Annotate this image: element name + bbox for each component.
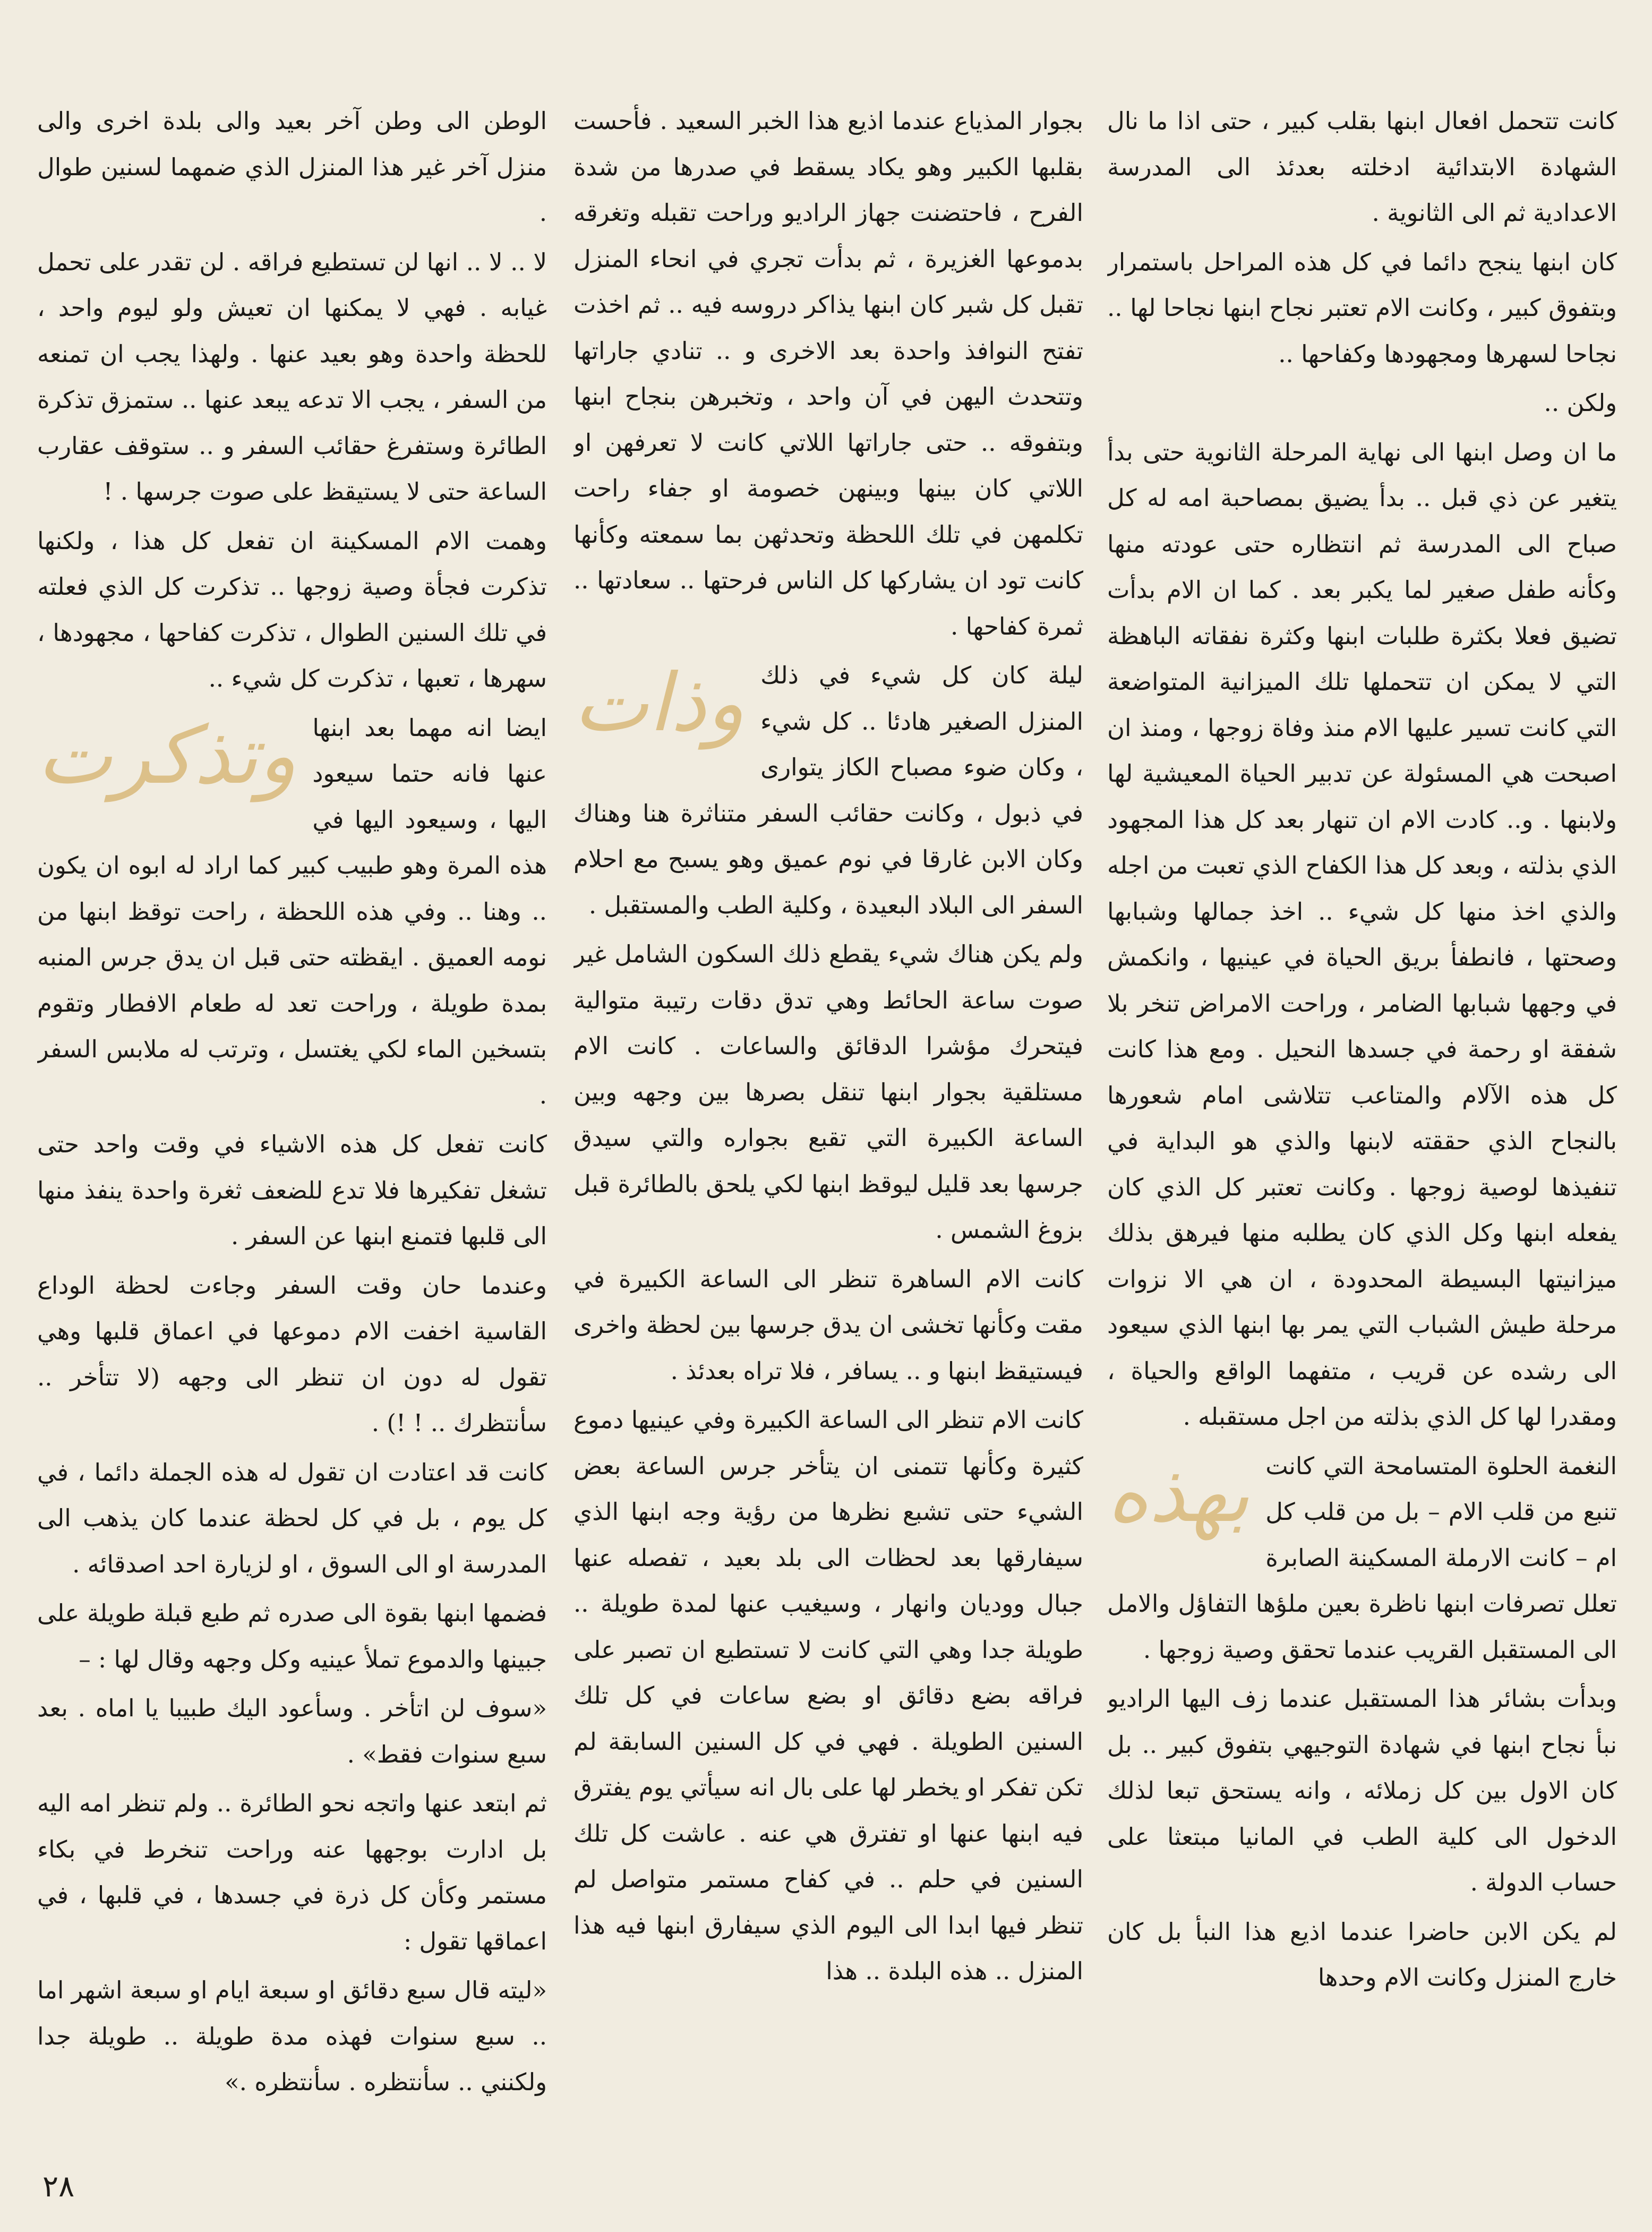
paragraph: كانت الام تنظر الى الساعة الكبيرة وفي عينيها دموع كثيرة وكأنها تتمنى ان يتأخر جرس الساعة بعض الشيء حتى تشبع نظرها من رؤية وجه ابنها الذي سيفارقها بعد لحظات الى بلد بعيد ، تفصله عنها جبال ووديان وانهار ، وسيغيب عنها لمدة طويلة .. طويلة جدا وهي التي كانت لا تستطيع ان تصبر على فراقه بضع دقائق او بضع ساعات في كل تلك السنين الطويلة . فهي في كل السنين السابقة لم تكن تفكر او يخطر لها على بال انه سيأتي يوم يفترق فيه ابنها عنها او تفترق هي عنه . عاشت كل تلك السنين في حلم .. في كفاح مستمر متواصل لم تنظر فيها ابدا الى اليوم الذي سيفارق ابنها فيه هذا المنزل .. هذه البلدة .. هذا xyxy=(574,1406,1083,1985)
paragraph: «سوف لن اتأخر . وسأعود اليك طبيبا يا اماه . بعد سبع سنوات فقط» . xyxy=(37,1694,547,1768)
paragraph xyxy=(37,705,547,1119)
paragraph-text: النغمة الحلوة المتسامحة التي كانت تنبع من قلب الام – بل من قلب كل ام – كانت الارملة المسكينة الصابرة تعلل تصرفات ابنها ناظرة بعين ملؤها التفاؤل والامل الى المستقبل القريب عندما تحقق وصية زوجها . xyxy=(1107,1451,1617,1664)
paragraph: ولكن .. xyxy=(1544,389,1617,417)
paragraph: كانت قد اعتادت ان تقول له هذه الجملة دائما ، في كل يوم ، بل في كل لحظة عندما كان يذهب الى المدرسة او الى السوق ، او لزيارة احد اصدقائه . xyxy=(37,1458,547,1578)
paragraph: «ليته قال سبع دقائق او سبعة ايام او سبعة اشهر اما .. سبع سنوات فهذه مدة طويلة .. طويلة جدا ولكنني .. سأنتظره . سأنتظره .» xyxy=(37,1976,547,2096)
paragraph: وعندما حان وقت السفر وجاءت لحظة الوداع القاسية اخفت الام دموعها في اعماق قلبها وهي تقول له دون ان تنظر الى وجهه (لا تتأخر .. سأنتظرك .. ! !) . xyxy=(37,1271,547,1437)
column-left xyxy=(37,98,547,2148)
paragraph: كان ابنها ينجح دائما في كل هذه المراحل باستمرار وبتفوق كبير ، وكانت الام تعتبر نجاح ابنها نجاحا لها .. نجاحا لسهرها ومجهودها وكفاحها .. xyxy=(1107,247,1617,368)
column-right xyxy=(1107,98,1617,2148)
paragraph: ولم يكن هناك شيء يقطع ذلك السكون الشامل غير صوت ساعة الحائط وهي تدق دقات رتيبة متوالية فيتحرك مؤشرا الدقائق والساعات . كانت الام مستلقية بجوار ابنها تنقل بصرها بين وجهه وبين الساعة الكبيرة التي تقبع بجواره والتي سيدق جرسها بعد قليل ليوقظ ابنها لكي يلحق بالطائرة قبل بزوغ الشمس . xyxy=(574,940,1083,1244)
column-middle xyxy=(574,98,1083,2148)
paragraph: كانت الام الساهرة تنظر الى الساعة الكبيرة في مقت وكأنها تخشى ان يدق جرسها بين لحظة واخرى فيستيقظ ابنها و .. يسافر ، فلا تراه بعدئذ . xyxy=(574,1264,1083,1385)
page-number: ٢٨ xyxy=(42,2169,75,2204)
paragraph: ما ان وصل ابنها الى نهاية المرحلة الثانوية حتى بدأ يتغير عن ذي قبل .. بدأ يضيق بمصاحبة امه له كل صباح الى المدرسة ثم انتظاره حتى عودته منها وكأنه طفل صغير لما يكبر بعد . كما ان الام بدأت تضيق فعلا بكثرة طلبات ابنها وكثرة نفقاته الباهظة التي لا يمكن ان تتحملها تلك الميزانية المتواضعة التي كانت تسير عليها الام منذ وفاة زوجها ، ومنذ ان اصبحت هي المسئولة عن تدبير الحياة المعيشية لها ولابنها . و.. كادت الام ان تنهار بعد كل هذا المجهود الذي بذلته ، وبعد كل هذا الكفاح الذي تعبت من اجله والذي اخذ منها كل شيء .. اخذ جمالها وشبابها وصحتها ، فانطفأ بريق الحياة في عينيها ، وانكمش في وجهها شبابها الضامر ، وراحت الامراض تنخر بلا شفقة او رحمة في جسدها النحيل . ومع هذا كانت كل هذه الآلام والمتاعب تتلاشى امام شعورها بالنجاح الذي حققته لابنها والذي هو البداية في تنفيذها لوصية زوجها . وكانت تعتبر كل الذي كان يفعله ابنها وكل الذي كان يطلبه منها فيرهق بذلك ميزانيتها البسيطة المحدودة ، ان هي الا نزوات مرحلة طيش الشباب التي يمر بها ابنها الذي سيعود الى رشده عن قريب ، متفهما الواقع والحياة ، ومقدرا لها كل الذي بذلته من اجل مستقبله . xyxy=(1107,438,1617,1431)
decorative-heading: وذات xyxy=(574,657,745,749)
decorative-heading: وتذكرت xyxy=(37,709,297,802)
paragraph: فضمها ابنها بقوة الى صدره ثم طبع قبلة طويلة على جبينها والدموع تملأ عينيه وكل وجهه وقال لها : – xyxy=(37,1599,547,1673)
paragraph-text: ليلة كان كل شيء في ذلك المنزل الصغير هادئا .. كل شيء ، وكان ضوء مصباح الكاز يتوارى في ذبول ، وكانت حقائب السفر متناثرة هنا وهناك وكان الابن غارقا في نوم عميق وهو يسبح مع احلام السفر الى البلاد البعيدة ، وكلية الطب والمستقبل . xyxy=(574,661,1083,919)
paragraph xyxy=(1107,1443,1617,1673)
paragraph-text: ايضا انه مهما بعد ابنها عنها فانه حتما سيعود اليها ، وسيعود اليها في هذه المرة وهو طبيب كبير كما اراد له ابوه ان يكون .. وهنا .. وفي هذه اللحظة ، راحت توقظ ابنها من نومه العميق . ايقظته حتى قبل ان يدق جرس المنبه بمدة طويلة ، وراحت تعد له طعام الافطار وتقوم بتسخين الماء لكي يغتسل ، وترتب له ملابس السفر . xyxy=(37,713,547,1109)
paragraph: لا .. لا .. انها لن تستطيع فراقه . لن تقدر على تحمل غيابه . فهي لا يمكنها ان تعيش ولو ليوم واحد ، للحظة واحدة وهو بعيد عنها . ولهذا يجب ان تمنعه من السفر ، يجب الا تدعه يبعد عنها .. ستمزق تذكرة الطائرة وستفرغ حقائب السفر و .. ستوقف عقارب الساعة حتى لا يستيقظ على صوت جرسها . ! xyxy=(37,247,547,506)
paragraph: بجوار المذياع عندما اذيع هذا الخبر السعيد . فأحست بقلبها الكبير وهو يكاد يسقط في صدرها من شدة الفرح ، فاحتضنت جهاز الراديو وراحت تقبله وتغرقه بدموعها الغزيرة ، ثم بدأت تجري في انحاء المنزل تقبل كل شبر كان ابنها يذاكر دروسه فيه .. ثم اخذت تفتح النوافذ واحدة بعد الاخرى و .. تنادي جاراتها وتتحدث اليهن في آن واحد ، وتخبرهن بنجاح ابنها وبتفوقه .. حتى جاراتها اللاتي كانت لا تعرفهن او اللاتي كان بينها وبينهن خصومة او جفاء راحت تكلمهن في تلك اللحظة وتحدثهن بما سمعته وكأنها كانت تود ان يشاركها كل الناس فرحتها .. سعادتها .. ثمرة كفاحها . xyxy=(574,107,1083,640)
paragraph: ثم ابتعد عنها واتجه نحو الطائرة .. ولم تنظر امه اليه بل ادارت بوجهها عنه وراحت تنخرط في بكاء مستمر وكأن كل ذرة في جسدها ، في قلبها ، في اعماقها تقول : xyxy=(37,1789,547,1955)
paragraph: كانت تفعل كل هذه الاشياء في وقت واحد حتى تشغل تفكيرها فلا تدع للضعف ثغرة واحدة ينفذ منها الى قلبها فتمنع ابنها عن السفر . xyxy=(37,1130,547,1250)
paragraph: وهمت الام المسكينة ان تفعل كل هذا ، ولكنها تذكرت فجأة وصية زوجها .. تذكرت كل الذي فعلته في تلك السنين الطوال ، تذكرت كفاحها ، مجهودها ، سهرها ، تعبها ، تذكرت كل شيء .. xyxy=(37,526,547,692)
paragraph: كانت تتحمل افعال ابنها بقلب كبير ، حتى اذا ما نال الشهادة الابتدائية ادخلته بعدئذ الى المدرسة الاعدادية ثم الى الثانوية . xyxy=(1107,107,1617,227)
paragraph: وبدأت بشائر هذا المستقبل عندما زف اليها الراديو نبأ نجاح ابنها في شهادة التوجيهي بتفوق كبير .. بل كان الاول بين كل زملائه ، وانه يستحق تبعا لذلك الدخول الى كلية الطب في المانيا مبتعثا على حساب الدولة . xyxy=(1107,1684,1617,1896)
paragraph: الوطن الى وطن آخر بعيد والى بلدة اخرى والى منزل آخر غير هذا المنزل الذي ضمهما لسنين طوال . xyxy=(37,107,547,227)
decorative-heading: بهذه xyxy=(1107,1447,1250,1540)
paragraph: لم يكن الابن حاضرا عندما اذيع هذا النبأ بل كان خارج المنزل وكانت الام وحدها xyxy=(1107,1917,1617,1991)
paragraph xyxy=(574,653,1083,928)
